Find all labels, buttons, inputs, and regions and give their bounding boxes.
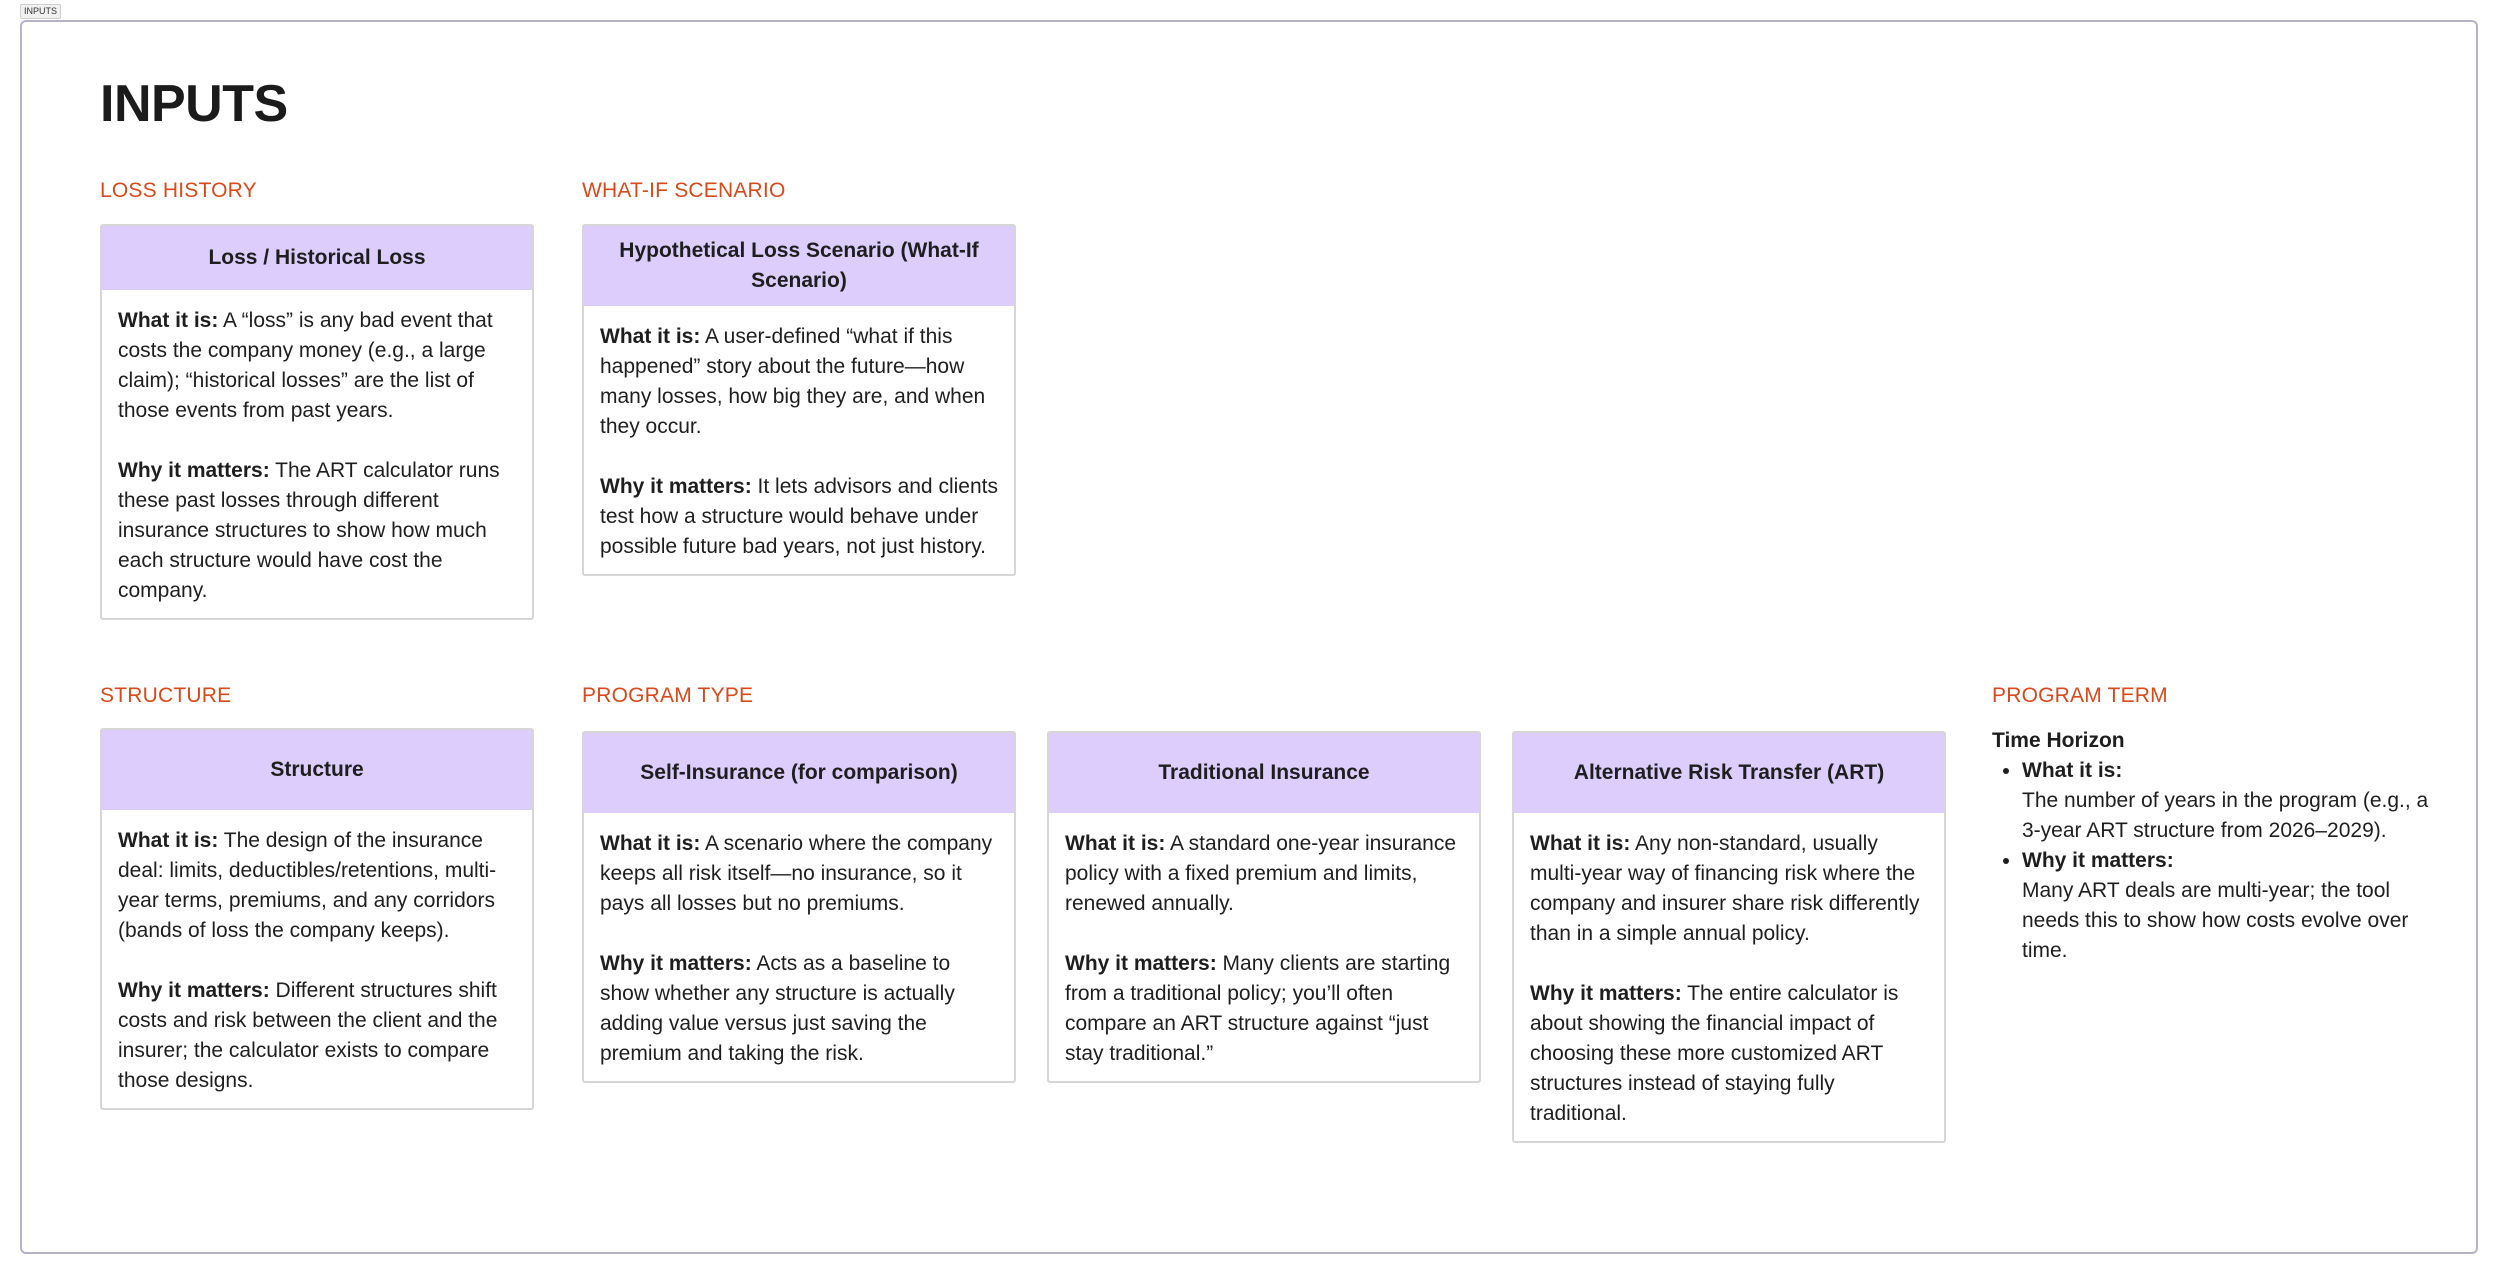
section-label-loss-history: LOSS HISTORY [100, 179, 257, 202]
card-title: Structure [102, 730, 532, 810]
why-it-matters: Why it matters: Different structures shift costs and risk between the client and the insurer; the calculator exists to compare those designs. [118, 979, 498, 1092]
card-structure[interactable] [100, 728, 534, 1110]
program-term-block[interactable] [1992, 726, 2432, 966]
card-what-if-scenario[interactable] [582, 224, 1016, 576]
card-body [102, 810, 532, 1108]
what-it-is: What it is: A standard one-year insurance policy with a fixed premium and limits, renewed annually. [1065, 832, 1457, 915]
card-body [1514, 813, 1944, 1141]
time-horizon-heading: Time Horizon [1992, 729, 2125, 752]
section-label-what-if: WHAT-IF SCENARIO [582, 179, 786, 202]
frame-label[interactable]: INPUTS [20, 4, 61, 19]
card-alternative-risk-transfer[interactable] [1512, 731, 1946, 1143]
list-item: • What it is: The number of years in the program (e.g., a 3-year ART structure from 2026–2029). [2022, 756, 2432, 846]
list-item: • Why it matters: Many ART deals are multi-year; the tool needs this to show how costs evolve over time. [2022, 846, 2432, 966]
what-it-is: What it is: A “loss” is any bad event that costs the company money (e.g., a large claim); “historical losses” are the list of those events from past years. [118, 309, 493, 422]
card-title: Loss / Historical Loss [102, 226, 532, 290]
card-self-insurance[interactable] [582, 731, 1016, 1083]
card-body [584, 306, 1014, 574]
what-it-is: What it is: A scenario where the company keeps all risk itself—no insurance, so it pays all losses but no premiums. [600, 832, 993, 915]
card-title: Traditional Insurance [1049, 733, 1479, 813]
card-title: Alternative Risk Transfer (ART) [1514, 733, 1944, 813]
section-label-program-term: PROGRAM TERM [1992, 684, 2168, 707]
card-title: Hypothetical Loss Scenario (What-If Scenario) [584, 226, 1014, 306]
card-traditional-insurance[interactable] [1047, 731, 1481, 1083]
why-it-matters: Why it matters: It lets advisors and clients test how a structure would behave under possible future bad years, not just history. [600, 475, 998, 558]
why-it-matters: Why it matters: The ART calculator runs these past losses through different insurance structures to show how much each structure would have cost the company. [118, 459, 500, 602]
why-it-matters: Why it matters: Acts as a baseline to show whether any structure is actually adding value versus just saving the premium and taking the risk. [600, 952, 955, 1065]
card-body [584, 813, 1014, 1081]
why-it-matters: Why it matters: The entire calculator is about showing the financial impact of choosing these more customized ART structures instead of staying fully traditional. [1530, 982, 1899, 1125]
what-it-is: What it is: The design of the insurance deal: limits, deductibles/retentions, multi-year terms, premiums, and any corridors (bands of loss the company keeps). [118, 829, 497, 942]
page-title: INPUTS [100, 75, 288, 133]
section-label-program-type: PROGRAM TYPE [582, 684, 754, 707]
what-it-is: What it is: A user-defined “what if this happened” story about the future—how many losses, how big they are, and when they occur. [600, 325, 986, 438]
what-it-is: What it is: Any non-standard, usually multi-year way of financing risk where the company and insurer share risk differently than in a simple annual policy. [1530, 832, 1920, 945]
time-horizon-list [1992, 756, 2432, 966]
card-title: Self-Insurance (for comparison) [584, 733, 1014, 813]
why-it-matters: Why it matters: Many clients are starting from a traditional policy; you’ll often compare an ART structure against “just stay traditional.” [1065, 952, 1451, 1065]
section-label-structure: STRUCTURE [100, 684, 232, 707]
card-body [102, 290, 532, 618]
card-loss-historical[interactable] [100, 224, 534, 620]
card-body [1049, 813, 1479, 1081]
